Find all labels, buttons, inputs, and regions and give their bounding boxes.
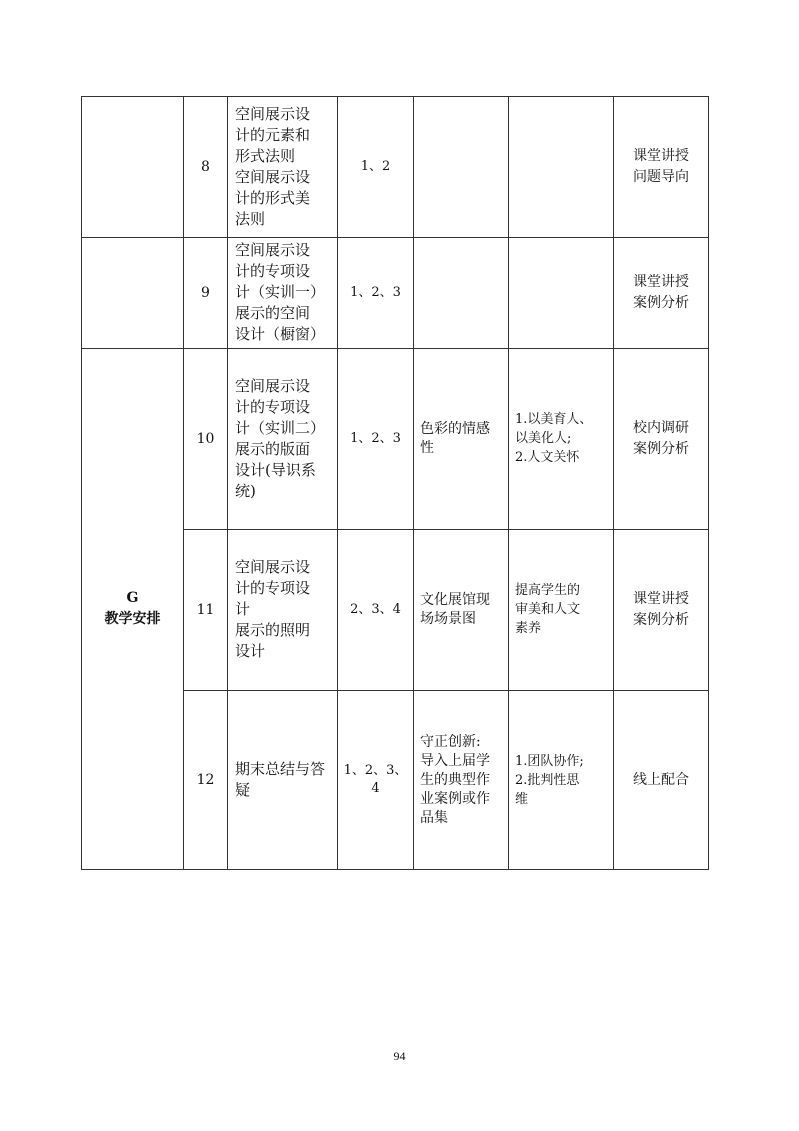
lesson-values bbox=[509, 529, 614, 691]
lesson-topic-text: 空间展示设 计的元素和 形式法则 空间展示设 计的形式美 法则 bbox=[235, 104, 311, 228]
lesson-values bbox=[509, 348, 614, 529]
lesson-topic bbox=[228, 237, 338, 348]
lesson-materials bbox=[414, 97, 509, 238]
lesson-values-text: 1.以美育人、 以美化人; 2.人文关怀 bbox=[515, 412, 593, 466]
lesson-method-text: 线上配合 bbox=[633, 771, 689, 788]
section-cell-blank bbox=[82, 237, 184, 348]
lesson-method bbox=[614, 348, 709, 529]
lesson-topic bbox=[228, 529, 338, 691]
section-letter: G bbox=[126, 589, 139, 606]
lesson-materials-text: 色彩的情感 性 bbox=[420, 420, 490, 456]
lesson-materials bbox=[414, 529, 509, 691]
section-label-cell bbox=[82, 348, 184, 869]
lesson-materials bbox=[414, 691, 509, 870]
lesson-materials-text: 文化展馆现 场场景图 bbox=[420, 591, 490, 627]
lesson-objectives bbox=[338, 237, 414, 348]
lesson-materials bbox=[414, 348, 509, 529]
lesson-topic bbox=[228, 348, 338, 529]
lesson-materials-text: 守正创新: 导入上届学 生的典型作 业案例或作 品集 bbox=[420, 733, 490, 826]
lesson-number: 11 bbox=[184, 529, 228, 691]
lesson-method-text: 课堂讲授 问题导向 bbox=[633, 147, 689, 185]
lesson-number: 9 bbox=[184, 237, 228, 348]
lesson-method-text: 校内调研 案例分析 bbox=[633, 419, 689, 457]
lesson-number: 12 bbox=[184, 691, 228, 870]
lesson-values bbox=[509, 691, 614, 870]
section-title: 教学安排 bbox=[104, 610, 161, 627]
lesson-topic-text: 空间展示设 计的专项设 计（实训二） 展示的版面 设计(导识系 统) bbox=[235, 376, 326, 500]
lesson-materials bbox=[414, 237, 509, 348]
lesson-objectives-text: 1、2、3 bbox=[350, 284, 401, 300]
lesson-values bbox=[509, 237, 614, 348]
lesson-topic-text: 空间展示设 计的专项设 计（实训一） 展示的空间 设计（橱窗） bbox=[235, 241, 326, 344]
page-number: 94 bbox=[393, 1049, 406, 1063]
lesson-objectives-text: 1、2、3、 4 bbox=[343, 763, 408, 797]
lesson-topic bbox=[228, 97, 338, 238]
lesson-values-text: 1.团队协作; 2.批判性思 维 bbox=[515, 753, 584, 807]
section-cell-blank bbox=[82, 97, 184, 238]
lesson-objectives-text: 1、2 bbox=[360, 158, 391, 174]
lesson-objectives bbox=[338, 97, 414, 238]
lesson-method-text: 课堂讲授 案例分析 bbox=[633, 273, 689, 311]
lesson-objectives bbox=[338, 348, 414, 529]
course-schedule-table bbox=[81, 96, 709, 870]
lesson-topic-text: 期末总结与答 疑 bbox=[235, 760, 326, 800]
lesson-number: 10 bbox=[184, 348, 228, 529]
table-row bbox=[82, 97, 709, 238]
lesson-objectives bbox=[338, 691, 414, 870]
lesson-method bbox=[614, 691, 709, 870]
lesson-method bbox=[614, 529, 709, 691]
lesson-method bbox=[614, 97, 709, 238]
lesson-method bbox=[614, 237, 709, 348]
lesson-number: 8 bbox=[184, 97, 228, 238]
lesson-topic bbox=[228, 691, 338, 870]
lesson-method-text: 课堂讲授 案例分析 bbox=[633, 590, 689, 628]
lesson-objectives-text: 1、2、3 bbox=[350, 430, 401, 446]
table-row bbox=[82, 237, 709, 348]
lesson-objectives bbox=[338, 529, 414, 691]
lesson-topic-text: 空间展示设 计的专项设 计 展示的照明 设计 bbox=[235, 558, 311, 661]
table-row bbox=[82, 348, 709, 529]
lesson-objectives-text: 2、3、4 bbox=[350, 601, 401, 617]
lesson-values-text: 提高学生的 审美和人文 素养 bbox=[515, 583, 581, 637]
lesson-values bbox=[509, 97, 614, 238]
